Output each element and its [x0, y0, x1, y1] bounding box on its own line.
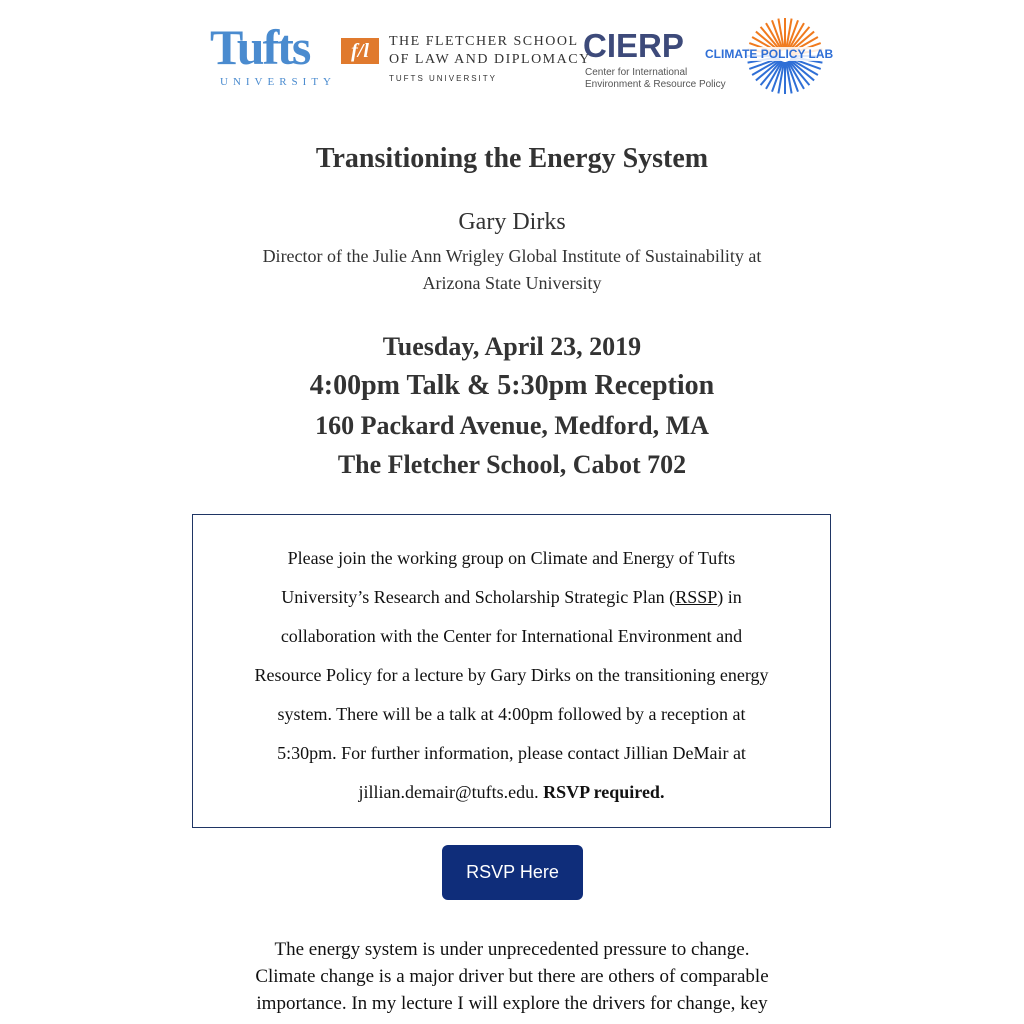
speaker-affiliation-line1: Director of the Julie Ann Wrigley Global Institute of Sustainability at — [262, 246, 762, 266]
speaker-affiliation-line2: Arizona State University — [422, 273, 602, 293]
event-address: 160 Packard Avenue, Medford, MA — [315, 411, 709, 440]
speaker-name: Gary Dirks — [458, 209, 566, 235]
rsvp-button[interactable]: RSVP Here — [442, 845, 583, 900]
sponsor-logos: Tufts UNIVERSITY f/l THE FLETCHER SCHOOL OF LAW AND DIPLOMACY TUFTS UNIVERSITY CIERP Center for International Environment & Resource Policy CLIMATE POLICY LAB — [205, 14, 830, 98]
event-date: Tuesday, April 23, 2019 — [382, 332, 642, 361]
abstract-line2: Climate change is a major driver but there are others of comparable — [255, 966, 769, 987]
contact-email[interactable]: jillian.demair@tufts.edu. — [358, 782, 539, 802]
rssp-link[interactable]: RSSP — [675, 587, 718, 607]
event-title: Transitioning the Energy System — [315, 143, 709, 174]
abstract-line1: The energy system is under unprecedented pressure to change. — [274, 939, 750, 960]
event-time: 4:00pm Talk & 5:30pm Reception — [309, 370, 715, 401]
abstract-line3: importance. In my lecture I will explore the drivers for change, key — [256, 993, 768, 1014]
fletcher-mark-icon: f/l — [341, 38, 379, 64]
invitation-box: Please join the working group on Climate and Energy of Tufts University’s Research and Scholarship Strategic Plan (RSSP) in collaboration with the Center for International Environment and Resource Policy for a lecture by Gary Dirks on the transitioning energy system. There will be a talk at 4:00pm followed by a reception at 5:30pm. For further information, please contact Jillian DeMair at jillian.demair@tufts.edu. RSVP required. — [192, 514, 831, 828]
event-venue: The Fletcher School, Cabot 702 — [337, 450, 687, 479]
